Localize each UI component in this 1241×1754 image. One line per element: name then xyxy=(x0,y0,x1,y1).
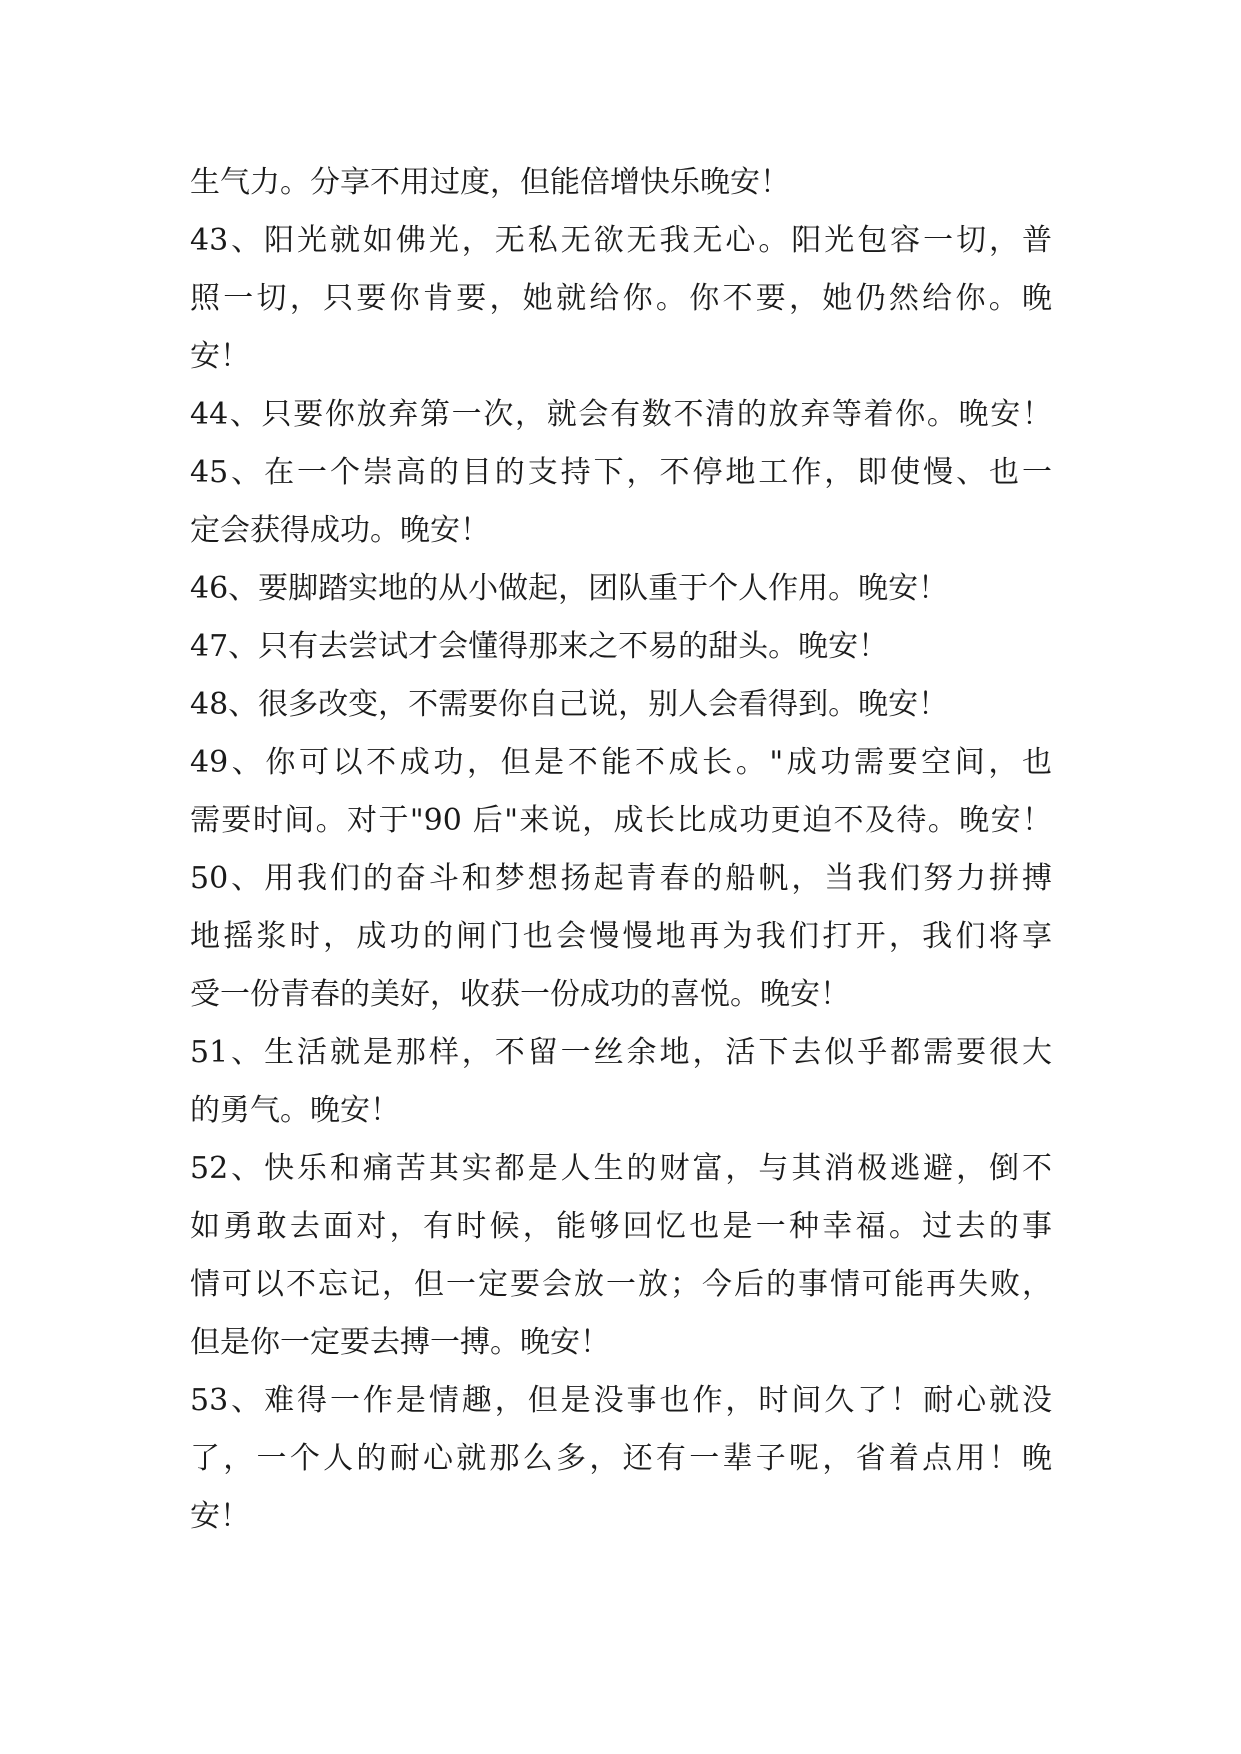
text-line: 51、生活就是那样，不留一丝余地，活下去似乎都需要很大 xyxy=(190,1035,1052,1070)
text-line: 安！ xyxy=(190,339,250,374)
text-line: 53、难得一作是情趣，但是没事也作，时间久了！耐心就没 xyxy=(190,1383,1052,1418)
text-line: 定会获得成功。晚安！ xyxy=(190,513,490,548)
text-line: 43、阳光就如佛光，无私无欲无我无心。阳光包容一切，普 xyxy=(190,223,1052,258)
text-line: 但是你一定要去搏一搏。晚安！ xyxy=(190,1325,610,1360)
text-line: 需要时间。对于"90 后"来说，成长比成功更迫不及待。晚安！ xyxy=(190,803,1052,838)
text-line: 了，一个人的耐心就那么多，还有一辈子呢，省着点用！晚 xyxy=(190,1441,1052,1476)
text-line: 46、要脚踏实地的从小做起，团队重于个人作用。晚安！ xyxy=(190,571,949,606)
text-line: 49、你可以不成功，但是不能不成长。"成功需要空间，也 xyxy=(190,745,1052,780)
text-line: 50、用我们的奋斗和梦想扬起青春的船帆，当我们努力拼搏 xyxy=(190,861,1052,896)
text-line: 照一切，只要你肯要，她就给你。你不要，她仍然给你。晚 xyxy=(190,281,1052,316)
text-line: 的勇气。晚安！ xyxy=(190,1093,400,1128)
text-line: 44、只要你放弃第一次，就会有数不清的放弃等着你。晚安！ xyxy=(190,397,1052,432)
text-line: 如勇敢去面对，有时候，能够回忆也是一种幸福。过去的事 xyxy=(190,1209,1052,1244)
text-line: 地摇浆时，成功的闸门也会慢慢地再为我们打开，我们将享 xyxy=(190,919,1052,954)
document-body xyxy=(190,154,1052,1546)
text-line: 52、快乐和痛苦其实都是人生的财富，与其消极逃避，倒不 xyxy=(190,1151,1052,1186)
text-line: 情可以不忘记，但一定要会放一放；今后的事情可能再失败， xyxy=(190,1267,1052,1302)
text-line: 受一份青春的美好，收获一份成功的喜悦。晚安！ xyxy=(190,977,850,1012)
text-line: 生气力。分享不用过度，但能倍增快乐晚安！ xyxy=(190,165,790,200)
text-line: 47、只有去尝试才会懂得那来之不易的甜头。晚安！ xyxy=(190,629,889,664)
text-line: 48、很多改变，不需要你自己说，别人会看得到。晚安！ xyxy=(190,687,949,722)
text-line: 45、在一个崇高的目的支持下，不停地工作，即使慢、也一 xyxy=(190,455,1052,490)
text-line: 安！ xyxy=(190,1499,250,1534)
